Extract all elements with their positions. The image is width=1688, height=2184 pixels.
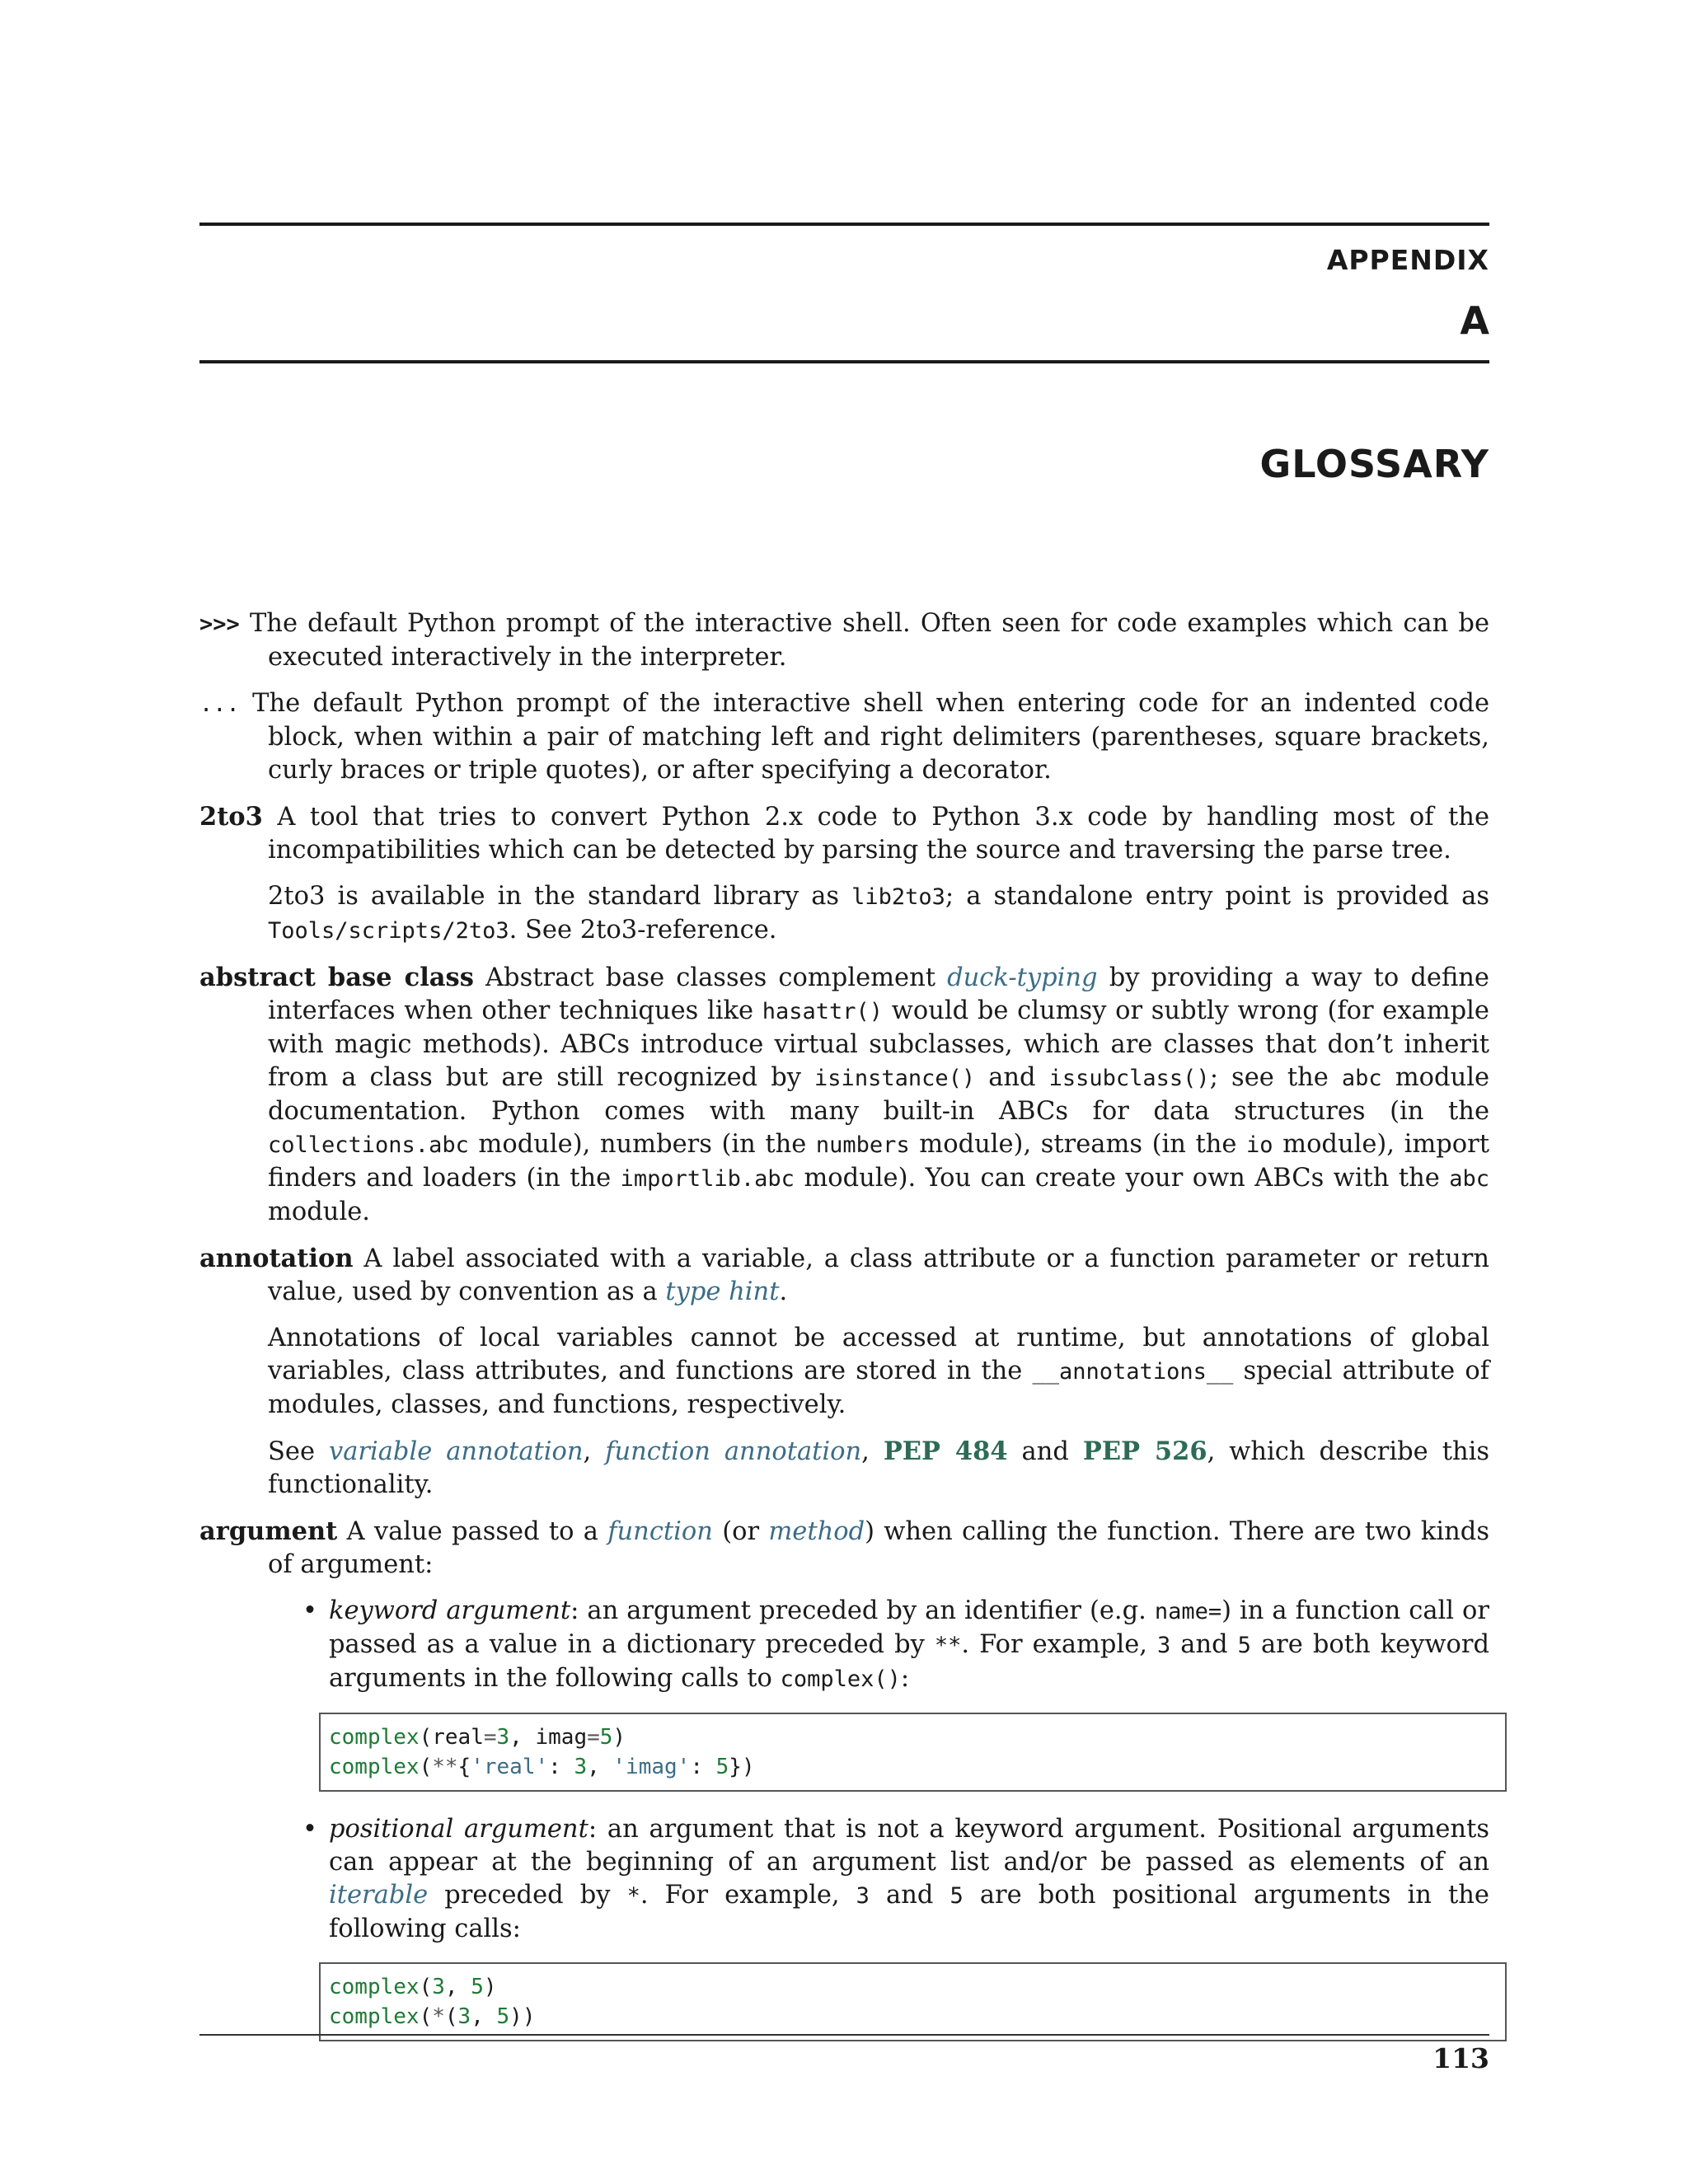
link-iterable[interactable]: iterable — [329, 1881, 429, 1910]
text: preceded by — [428, 1881, 627, 1910]
list-item-text — [329, 1813, 1489, 1946]
text: module), streams (in the — [909, 1130, 1247, 1159]
text: module), numbers (in the — [468, 1130, 816, 1159]
glossary-entry-abstract-base-class — [199, 961, 1489, 1229]
term-annotation: annotation — [199, 1244, 354, 1273]
text: ) when calling the function. There are two kinds of argument: — [268, 1517, 1489, 1579]
chapter-title: GLOSSARY — [1259, 442, 1489, 486]
text: Annotations of local variables cannot be accessed at runtime, but annotations of global variables, class attributes, and functions are stored in the — [268, 1324, 1489, 1385]
code-line — [329, 1722, 1497, 1752]
link-pep-526[interactable]: PEP 526 — [1082, 1436, 1207, 1466]
text: , — [583, 1437, 606, 1466]
code-block-keyword-arguments — [319, 1713, 1507, 1792]
text: special attribute of modules, classes, and functions, respectively. — [268, 1357, 1490, 1419]
positional-argument-label: positional argument — [329, 1815, 588, 1844]
link-variable-annotation[interactable]: variable annotation — [328, 1437, 584, 1466]
inline-code: io — [1246, 1132, 1273, 1158]
code-token: complex — [329, 2004, 420, 2029]
code-token: ( — [444, 2004, 458, 2029]
code-token: 'imag' — [612, 1755, 691, 1779]
code-token: 3 — [457, 2004, 471, 2029]
code-token: 5 — [715, 1755, 729, 1779]
glossary-entry-annotation — [199, 1242, 1489, 1502]
code-block-positional-arguments — [319, 1962, 1507, 2041]
code-token: complex — [329, 1755, 420, 1779]
text: and — [1170, 1630, 1238, 1659]
glossary-entry-ellipsis-prompt — [199, 687, 1489, 787]
keyword-argument-label: keyword argument — [329, 1596, 571, 1625]
text: module), import finders and loaders (in the — [268, 1130, 1489, 1193]
code-token: : — [548, 1755, 574, 1779]
code-token: 3 — [432, 1975, 445, 1999]
code-token: 3 — [496, 1725, 510, 1750]
footer-rule — [199, 2034, 1489, 2036]
link-type-hint[interactable]: type hint — [665, 1277, 780, 1306]
code-token: 'real' — [471, 1755, 549, 1779]
code-line — [329, 1972, 1497, 2002]
inline-code: issubclass() — [1048, 1066, 1210, 1091]
glossary-body — [199, 607, 1489, 2063]
link-function-annotation[interactable]: function annotation — [605, 1437, 862, 1466]
code-token: }) — [729, 1755, 755, 1779]
term-2to3: 2to3 — [199, 802, 263, 832]
list-item-text — [329, 1595, 1489, 1696]
header-bottom-rule — [199, 360, 1489, 363]
code-token: , — [587, 1755, 613, 1779]
code-token: , — [444, 1975, 471, 1999]
text: are both keyword arguments in the following calls to — [329, 1630, 1489, 1693]
inline-code: * — [626, 1883, 640, 1909]
code-token: = — [587, 1725, 600, 1750]
text: by providing a way to define interfaces when other techniques like — [268, 963, 1489, 1025]
inline-code: importlib.abc — [620, 1166, 795, 1192]
code-token: 3 — [574, 1755, 588, 1779]
inline-code: abc — [1449, 1166, 1489, 1192]
code-token: ) — [483, 1975, 497, 1999]
code-token: ** — [432, 1755, 458, 1779]
inline-code: hasattr() — [762, 999, 884, 1024]
inline-code: 5 — [950, 1883, 964, 1909]
glossary-entry-2to3 — [199, 800, 1489, 948]
text: ) in a function call or passed as a value in a dictionary preceded by — [329, 1596, 1489, 1659]
list-item-keyword-argument — [302, 1595, 1489, 1792]
bullet-icon: • — [302, 1815, 317, 1844]
page-number: 113 — [1432, 2042, 1489, 2074]
link-function[interactable]: function — [607, 1517, 713, 1546]
text: ; see the — [1209, 1063, 1342, 1092]
text: Abstract base classes complement — [485, 963, 948, 992]
glossary-entry-argument — [199, 1515, 1489, 2041]
inline-code: collections.abc — [268, 1132, 469, 1158]
text: would be clumsy or subtly wrong (for example with magic methods). ABCs introduce virtual subclasses, which are classes that don’t inherit from a class but are still recognized by — [268, 996, 1489, 1092]
inline-code: lib2to3 — [851, 884, 945, 910]
code-token: complex — [329, 1725, 420, 1750]
code-token: 5 — [599, 1725, 613, 1750]
text: 2to3 is available in the standard library as — [268, 882, 852, 911]
inline-code: 5 — [1237, 1633, 1251, 1658]
code-token: = — [483, 1725, 497, 1750]
code-token: { — [457, 1755, 471, 1779]
text: module). You can create your own ABCs with the — [794, 1164, 1450, 1193]
text: : an argument that is not a keyword argument. Positional arguments can appear at the beginning of an argument list and/or be passed as elements of an — [329, 1815, 1489, 1877]
inline-code: __annotations__ — [1032, 1359, 1234, 1385]
text: and — [1007, 1437, 1083, 1466]
text: : — [900, 1664, 910, 1693]
code-token: 5 — [471, 1975, 484, 1999]
text: ; a standalone entry point is provided as — [945, 882, 1489, 911]
code-token: ( — [419, 2004, 433, 2029]
inline-code: abc — [1341, 1066, 1382, 1091]
text: A value passed to a — [346, 1517, 608, 1546]
chapter-label: APPENDIX — [1326, 244, 1489, 276]
text: , — [861, 1437, 884, 1466]
text: : an argument preceded by an identifier (e.g. — [570, 1596, 1155, 1625]
text: See — [268, 1437, 329, 1466]
inline-code: complex() — [780, 1666, 901, 1692]
inline-code: ** — [934, 1633, 962, 1658]
text: . For example, — [640, 1881, 856, 1910]
code-token: , imag — [509, 1725, 588, 1750]
link-pep-484[interactable]: PEP 484 — [883, 1436, 1008, 1466]
definition-text: A tool that tries to convert Python 2.x code to Python 3.x code by handling most of the incompatibilities which can be detected by parsing the source and traversing the parse tree. — [268, 803, 1489, 865]
text: module documentation. Python comes with many built-in ABCs for data structures (in the — [268, 1063, 1490, 1126]
document-page — [199, 0, 1489, 2184]
code-token: complex — [329, 1975, 420, 1999]
text: A label associated with a variable, a class attribute or a function parameter or return value, used by convention as a — [268, 1244, 1489, 1306]
inline-code: Tools/scripts/2to3 — [268, 918, 509, 944]
code-line — [329, 1752, 1497, 1782]
inline-code: 3 — [1156, 1633, 1171, 1658]
text: and — [869, 1881, 950, 1910]
inline-code: 3 — [856, 1883, 870, 1909]
header-top-rule — [199, 223, 1489, 226]
text: and — [975, 1063, 1049, 1092]
link-method[interactable]: method — [768, 1517, 865, 1546]
code-token: ( — [419, 1755, 433, 1779]
code-token: * — [432, 2004, 445, 2029]
term-argument: argument — [199, 1516, 338, 1546]
code-token: ) — [612, 1725, 626, 1750]
term-ellipsis-prompt: ... — [199, 691, 240, 717]
glossary-list — [199, 607, 1489, 2041]
code-token: ( — [419, 1975, 433, 1999]
code-token: , — [471, 2004, 497, 2029]
text: , which describe this functionality. — [268, 1437, 1489, 1499]
code-token: : — [690, 1755, 716, 1779]
text: . For example, — [961, 1630, 1157, 1659]
term-abstract-base-class: abstract base class — [199, 963, 474, 992]
chapter-letter: A — [1460, 298, 1489, 343]
text: . — [779, 1277, 788, 1306]
link-duck-typing[interactable]: duck-typing — [947, 963, 1098, 992]
glossary-entry-prompt — [199, 607, 1489, 674]
inline-code: name= — [1154, 1599, 1222, 1624]
text: (or — [712, 1517, 769, 1546]
code-token: (real — [419, 1725, 484, 1750]
definition-text: The default Python prompt of the interactive shell. Often seen for code examples which can be executed interactively in the interpreter. — [249, 609, 1489, 672]
definition-paragraph — [199, 880, 1489, 948]
definition-paragraph — [199, 1322, 1489, 1422]
inline-code: isinstance() — [814, 1066, 976, 1091]
text: are both positional arguments in the following calls: — [329, 1881, 1489, 1943]
code-line — [329, 2002, 1497, 2032]
argument-kinds-list — [199, 1595, 1489, 2041]
text: module. — [268, 1197, 370, 1226]
term-prompt: >>> — [199, 612, 240, 637]
text: . See 2to3-reference. — [509, 916, 777, 944]
code-token: 5 — [496, 2004, 510, 2029]
list-item-positional-argument — [302, 1813, 1489, 2041]
code-token: )) — [509, 2004, 536, 2029]
inline-code: numbers — [815, 1132, 910, 1158]
definition-text: The default Python prompt of the interactive shell when entering code for an indented code block, when within a pair of matching left and right delimiters (parentheses, square brackets, curly braces or triple quotes), or after specifying a decorator. — [252, 689, 1489, 785]
bullet-icon: • — [302, 1596, 317, 1625]
definition-paragraph — [199, 1435, 1489, 1502]
